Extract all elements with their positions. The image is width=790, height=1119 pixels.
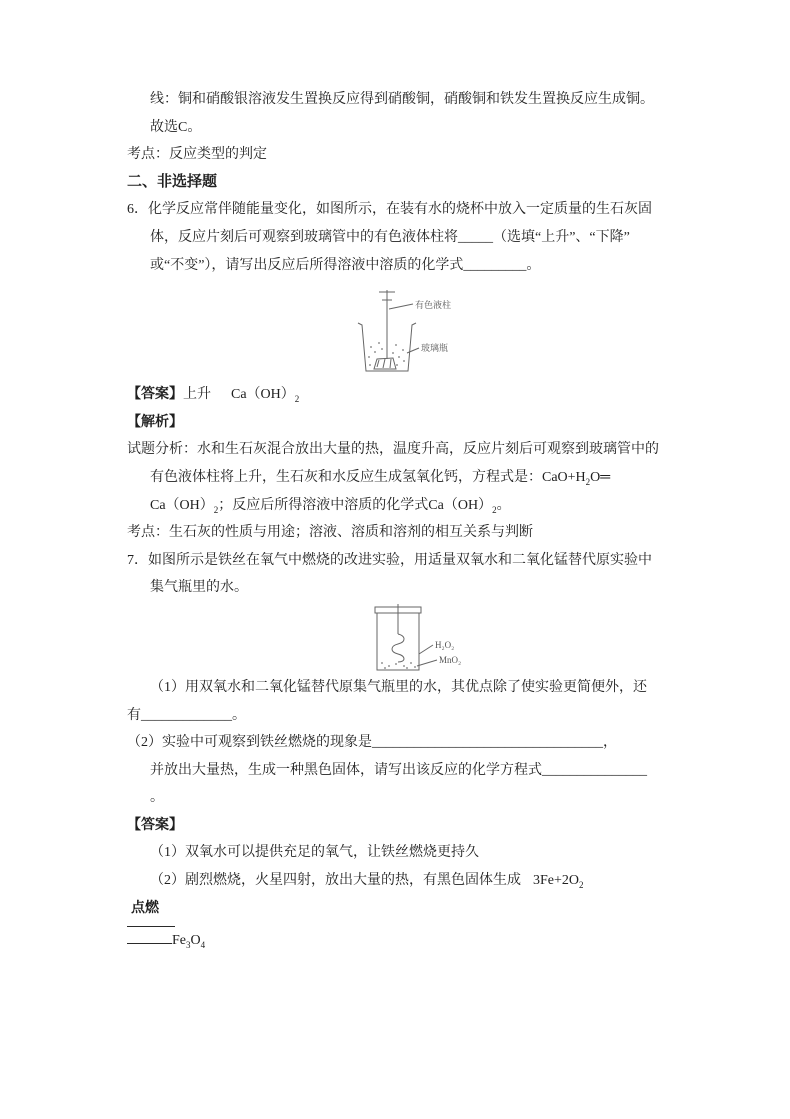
figure2-label-h2o2: H₂O₂ [435, 639, 455, 650]
figure1-label-colored-liquid: 有色液柱 [415, 300, 452, 311]
prev-answer-analysis-line-1: 线：铜和硝酸银溶液发生置换反应得到硝酸铜，硝酸铜和铁发生置换反应生成铜。 [150, 92, 654, 107]
analysis-6-line-3: $Ca(OH)_2$；反应后所得溶液中溶质的化学式$Ca(OH)_2$。 [150, 497, 511, 515]
prev-answer-analysis-line-2: 故选C。 [150, 119, 202, 135]
answer-6-line [127, 381, 760, 409]
ignite-condition: 点燃 [127, 895, 175, 928]
question-7-part2-line-2: 并放出大量热，生成一种黑色固体，请写出该反应的化学方程式_______________ [150, 762, 647, 778]
equation-arrow-line [127, 941, 172, 944]
equation-product-line [127, 927, 760, 955]
figure2-label-mno2: MnO₂ [439, 654, 462, 665]
figure1-label-glass-bottle: 玻璃瓶 [421, 343, 449, 354]
answer-7-heading [127, 812, 760, 840]
question-7-line-2: 集气瓶里的水。 [150, 580, 248, 596]
formula-subscript: 2 [579, 879, 584, 890]
question-6-line-2: 体，反应片刻后可观察到玻璃管中的有色液体柱将_____（选填“上升”、“下降” [150, 229, 630, 245]
jiexi-label: 【解析】 [127, 414, 183, 430]
section-heading: 二、非选择题 [127, 173, 218, 190]
answer-label: 【答案】 [127, 387, 183, 403]
question-7-part1-line-2: 有_____________。 [127, 707, 246, 723]
leader-line-top [389, 304, 413, 309]
formula-subscript: 3 [186, 940, 191, 951]
leader-line-mno2 [417, 660, 437, 666]
analysis-6-line-1: 试题分析：水和生石灰混合放出大量的热，温度升高，反应片刻后可观察到玻璃管中的 [127, 442, 659, 458]
answer-7-part2 [150, 867, 760, 895]
liquid-dots [381, 662, 416, 669]
answer-6-value: 上升 [183, 387, 211, 403]
question-6-line-1: 6．化学反应常伴随能量变化，如图所示，在装有水的烧杯中放入一定质量的生石灰固 [127, 202, 652, 218]
gas-bottle-experiment-figure [359, 604, 509, 674]
product-formula: O [190, 933, 201, 949]
answer-7-part2-text: （2）剧烈燃烧，火星四射，放出大量的热，有黑色固体生成 [150, 873, 521, 889]
formula-subscript: 2 [492, 504, 497, 515]
product-formula: Fe [172, 933, 186, 949]
equation-condition-line [127, 895, 760, 928]
equation-reactants: 3Fe+2O [533, 873, 580, 889]
quicklime-solid [374, 358, 396, 369]
leader-line-h2o2 [419, 645, 433, 654]
beaker-experiment-figure [349, 287, 519, 379]
answer-6-formula: Ca（OH） [231, 387, 295, 403]
formula-subscript: 4 [200, 940, 206, 951]
answer-label: 【答案】 [127, 817, 183, 833]
question-7-part2-line-3: 。 [150, 790, 164, 806]
exam-point-q6: 考点：生石灰的性质与用途；溶液、溶质和溶剂的相互关系与判断 [127, 525, 533, 541]
formula-subscript: 2 [213, 504, 219, 515]
answer-6-formula-subscript: 2 [294, 393, 300, 404]
answer-7-part1: （1）双氧水可以提供充足的氧气，让铁丝燃烧更持久 [150, 845, 479, 861]
analysis-6-line-2: 有色液体柱将上升，生石灰和水反应生成氢氧化钙，方程式是：$CaO+H_2O═$ [150, 469, 611, 487]
exam-point-q5: 考点：反应类型的判定 [127, 147, 267, 163]
question-7-part2-line-1: （2）实验中可观察到铁丝燃烧的现象是_________________________________， [127, 735, 617, 751]
leader-line-bottom [407, 348, 419, 353]
jiexi-heading [127, 409, 760, 437]
formula-subscript: 2 [585, 476, 591, 487]
question-7-line-1: 7．如图所示是铁丝在氧气中燃烧的改进实验，用适量双氧水和二氧化锰替代原实验中 [127, 552, 652, 568]
question-7-part1-line-1: （1）用双氧水和二氧化锰替代原集气瓶里的水，其优点除了使实验更简便外，还 [150, 679, 647, 695]
question-6-line-3: 或“不变”），请写出反应后所得溶液中溶质的化学式_________。 [150, 257, 541, 273]
